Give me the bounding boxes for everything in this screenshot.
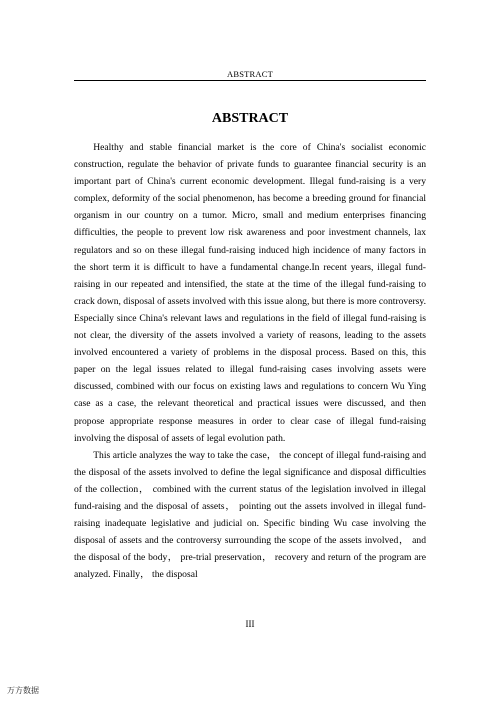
abstract-paragraph-2: This article analyzes the way to take the case， the concept of illegal fund-raising and the disposal of the assets involved to define the legal significance and disposal difficulties of the collection， combined with the current status of the legislation involved in illegal fund-raising and the disposal of assets， pointing out the assets involved in illegal fund-raising inadequate legislative and judicial on. Specific binding Wu case involving the disposal of assets and the controversy surrounding the scope of the assets involved， and the disposal of the body， pre-trial preservation， recovery and return of the program are analyzed. Finally， the disposal [74, 449, 426, 581]
running-header: ABSTRACT [227, 69, 273, 79]
page-title: ABSTRACT [211, 111, 289, 126]
header-divider [74, 80, 426, 81]
page-number: III [245, 619, 255, 629]
source-watermark: 万方数据 [7, 686, 39, 695]
abstract-body [74, 139, 426, 583]
abstract-paragraph-1: Healthy and stable financial market is the core of China's socialist economic construction, regulate the behavior of private funds to guarantee financial security is an important part of China's current economic development. Illegal fund-raising is a very complex, deformity of the social phenomenon, has become a breeding ground for financial organism in our country on a tumor. Micro, small and medium enterprises financing difficulties, the people to prevent low risk awareness and poor investment channels, lax regulators and so on these illegal fund-raising induced high incidence of many factors in the short term it is difficult to have a fundamental change.In recent years, illegal fund-raising in our repeated and intensified, the state at the time of the illegal fund-raising to crack down, disposal of assets involved with this issue along, but there is more controversy. Especially since China's relevant laws and regulations in the field of illegal fund-raising is not clear, the diversity of the assets involved a variety of reasons, leading to the assets involved encountered a variety of problems in the disposal process. Based on this, this paper on the legal issues related to illegal fund-raising cases involving assets were discussed, combined with our focus on existing laws and regulations to concern Wu Ying case as a case, the relevant theoretical and practical issues were discussed, and then propose appropriate response measures in order to clear case of illegal fund-raising involving the disposal of assets of legal evolution path. [74, 142, 426, 444]
